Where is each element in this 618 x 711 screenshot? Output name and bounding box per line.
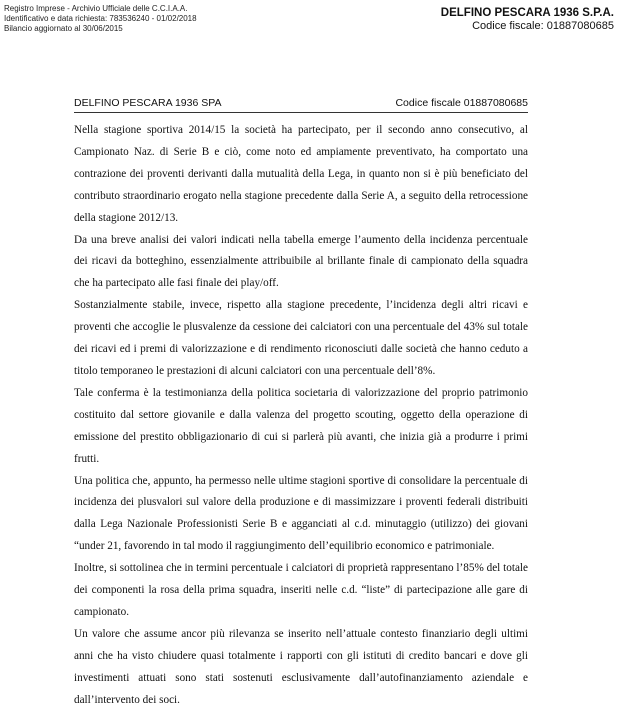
header-divider [74,112,528,113]
document-subheader [74,97,528,109]
paragraph: Sostanzialmente stabile, invece, rispetto alla stagione precedente, l’incidenza degli altri ricavi e proventi che accoglie le plusvalenze da cessione dei calciatori con una percentuale del 43% sul totale dei ricavi ed i premi di valorizzazione e di rendimento riconosciuti dalle società che hanno ceduto a titolo temporaneo le prestazioni di alcuni calciatori con una percentuale dell’8%. [74,299,528,377]
header-company-name: DELFINO PESCARA 1936 S.P.A. [440,7,614,19]
paragraph: Una politica che, appunto, ha permesso nelle ultime stagioni sportive di consolidare la percentuale di incidenza dei plusvalori sul valore della produzione e di massimizzare i proventi federali distribuiti dalla Lega Nazionale Professionisti Serie B e agganciati al c.d. minutaggio (utilizzo) dei giovani “under 21, favorendo in tal modo il raggiungimento dell’equilibrio economico e patrimoniale. [74,474,528,553]
header-fiscal-code: Codice fiscale: 01887080685 [472,20,614,32]
paragraph: Da una breve analisi dei valori indicati nella tabella emerge l’aumento della incidenza percentuale dei ricavi da botteghino, essenzialmente attribuibile al brillante finale di campionato della squadra che ha partecipato alle fasi finale dei play/off. [74,233,528,290]
page-header [441,6,614,33]
request-id-line: Identificativo e data richiesta: 783536240 - 01/02/2018 [4,14,197,23]
balance-date-line: Bilancio aggiornato al 30/06/2015 [4,24,123,33]
paragraph: Nella stagione sportiva 2014/15 la società ha partecipato, per il secondo anno consecutivo, al Campionato Naz. di Serie B e ciò, come noto ed ampiamente preventivato, ha comportato una contrazione dei proventi derivanti dalla mutualità della Lega, in quanto non si è più beneficiato del contributo straordinario erogato nella stagione precedente dalla Serie A, a seguito della retrocessione della stagione 2012/13. [74,124,528,224]
registry-line: Registro Imprese - Archivio Ufficiale delle C.C.I.A.A. [4,4,188,13]
paragraph: Inoltre, si sottolinea che in termini percentuale i calciatori di proprietà rappresentano l’85% del totale dei componenti la rosa della prima squadra, inseriti nelle c.d. “liste” di partecipazione alle gare di campionato. [74,562,528,618]
paragraph: Un valore che assume ancor più rilevanza se inserito nell’attuale contesto finanziario degli ultimi anni che ha visto chiudere quasi totalmente i rapporti con gli istituti di credito bancari e dove gli investimenti attuati sono stati sostenuti esclusivamente dall’autofinanziamento aziendale e dall’intervento dei soci. [74,627,528,706]
registry-info [4,4,197,34]
subheader-company-name: DELFINO PESCARA 1936 SPA [74,97,222,109]
subheader-fiscal-code: Codice fiscale 01887080685 [395,97,528,109]
document-body [74,120,528,711]
paragraph: Tale conferma è la testimonianza della politica societaria di valorizzazione del proprio patrimonio costituito dal settore giovanile e dalla valenza del progetto scouting, oggetto della operazione di emissione del prestito obbligazionario di cui si parlerà più avanti, che inizia già a produrre i primi frutti. [74,386,528,465]
